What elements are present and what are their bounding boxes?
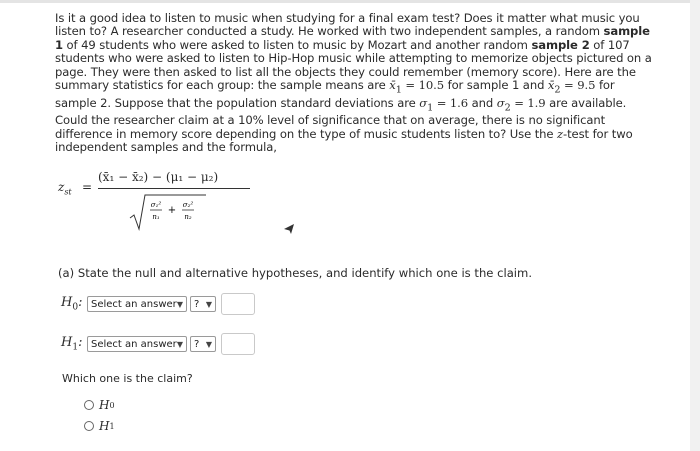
h1-operator-text: ? (194, 338, 200, 350)
z-symbol: z (557, 126, 564, 141)
frame-right-border (690, 0, 700, 451)
formula-numerator: (x̄₁ − x̄₂) − (μ₁ − μ₂) (98, 170, 219, 184)
frame-top-border (0, 0, 700, 3)
problem-text-3: of 107 students who were asked to listen to Hip-Hop music while attempting to memorize objects pictured on a page. They were then asked to list all the objects they could remember (memory score). Here are the summary statistics for each group: the sample means are (55, 37, 652, 93)
h1-select-text: Select an answer (91, 338, 177, 350)
radio-button-h0[interactable] (84, 400, 94, 410)
sample2-label: sample 2 (531, 37, 590, 52)
h0-colon: : (78, 295, 83, 311)
sigma2-symbol: σ (496, 95, 505, 110)
problem-text-8: -test for two independent samples and the formula, (55, 126, 633, 155)
xbar2-subscript: 2 (554, 84, 561, 96)
problem-text-7: are available. Could the researcher claim at a 10% level of significance that on average, there is no significant difference in memory score depending on the type of music students listen to? Use the (55, 95, 627, 141)
h1-parameter-select[interactable] (87, 336, 187, 352)
den-plus: + (167, 205, 177, 216)
formula-z-subscript: st (64, 187, 72, 197)
formula-fraction-bar (98, 188, 250, 189)
claim-option-h0[interactable] (84, 398, 115, 412)
h0-parameter-select[interactable] (87, 296, 187, 312)
problem-text-1: Is it a good idea to listen to music when studying for a final exam test? Does it matter what music you listen to? A researcher conducted a study. He worked with two independent samples, a random (55, 11, 640, 39)
den-sigma2-sq: σ₂² (182, 201, 194, 209)
xbar1-subscript: 1 (395, 84, 402, 96)
h0-label (61, 295, 87, 313)
claim-question: Which one is the claim? (62, 372, 193, 385)
h1-value-input[interactable] (221, 333, 255, 355)
h0-select-text: Select an answer (91, 298, 177, 310)
xbar2-value: = 9.5 (560, 78, 596, 93)
den-n2: n₂ (184, 213, 192, 221)
h0-operator-select[interactable] (190, 296, 216, 312)
claim-option-h1[interactable] (84, 419, 115, 433)
xbar2-symbol: x̄ (547, 78, 555, 93)
chevron-down-icon: ▼ (205, 299, 212, 309)
chevron-down-icon: ▼ (176, 339, 183, 349)
formula-denominator-sqrt (128, 192, 208, 232)
formula-lhs (58, 180, 72, 196)
claim-option-h1-subscript: 1 (109, 421, 115, 431)
problem-statement (55, 12, 655, 155)
h0-row (61, 293, 255, 315)
sample1-label: sample 1 (55, 24, 650, 52)
claim-option-h0-subscript: 0 (109, 400, 115, 410)
h0-subscript: 0 (72, 302, 79, 313)
chevron-down-icon: ▼ (176, 299, 183, 309)
h0-letter: H (61, 295, 73, 311)
problem-text-6: and (468, 95, 497, 110)
den-n1: n₁ (152, 213, 160, 221)
sigma2-subscript: 2 (504, 102, 511, 114)
h0-operator-text: ? (194, 298, 200, 310)
h1-operator-select[interactable] (190, 336, 216, 352)
xbar1-symbol: x̄ (389, 78, 396, 93)
h1-row (61, 333, 255, 355)
h1-label (61, 335, 87, 353)
den-sigma1-sq: σ₁² (150, 201, 162, 209)
h1-subscript: 1 (72, 342, 79, 353)
claim-option-h1-letter: H (99, 419, 110, 433)
sigma1-value: = 1.6 (433, 95, 469, 110)
sigma2-value: = 1.9 (510, 95, 546, 110)
problem-text-2: of 49 students who were asked to listen to music by Mozart and another random (62, 37, 532, 52)
radio-button-h1[interactable] (84, 421, 94, 431)
problem-text-5: for sample 2. Suppose that the population standard deviations are (55, 78, 615, 110)
formula-z: z (58, 180, 65, 194)
chevron-down-icon: ▼ (205, 339, 212, 349)
sigma1-symbol: σ (419, 95, 428, 110)
h1-letter: H (61, 335, 73, 351)
h0-value-input[interactable] (221, 293, 255, 315)
xbar1-value: = 10.5 (401, 78, 444, 93)
h1-colon: : (78, 335, 83, 351)
mouse-cursor-icon (283, 223, 295, 235)
sigma1-subscript: 1 (427, 102, 434, 114)
part-a-prompt: (a) State the null and alternative hypotheses, and identify which one is the claim. (58, 266, 533, 280)
formula-equals: = (82, 180, 93, 194)
problem-text-4: for sample 1 and (444, 78, 548, 93)
claim-option-h0-letter: H (99, 398, 110, 412)
z-test-formula (58, 168, 258, 234)
